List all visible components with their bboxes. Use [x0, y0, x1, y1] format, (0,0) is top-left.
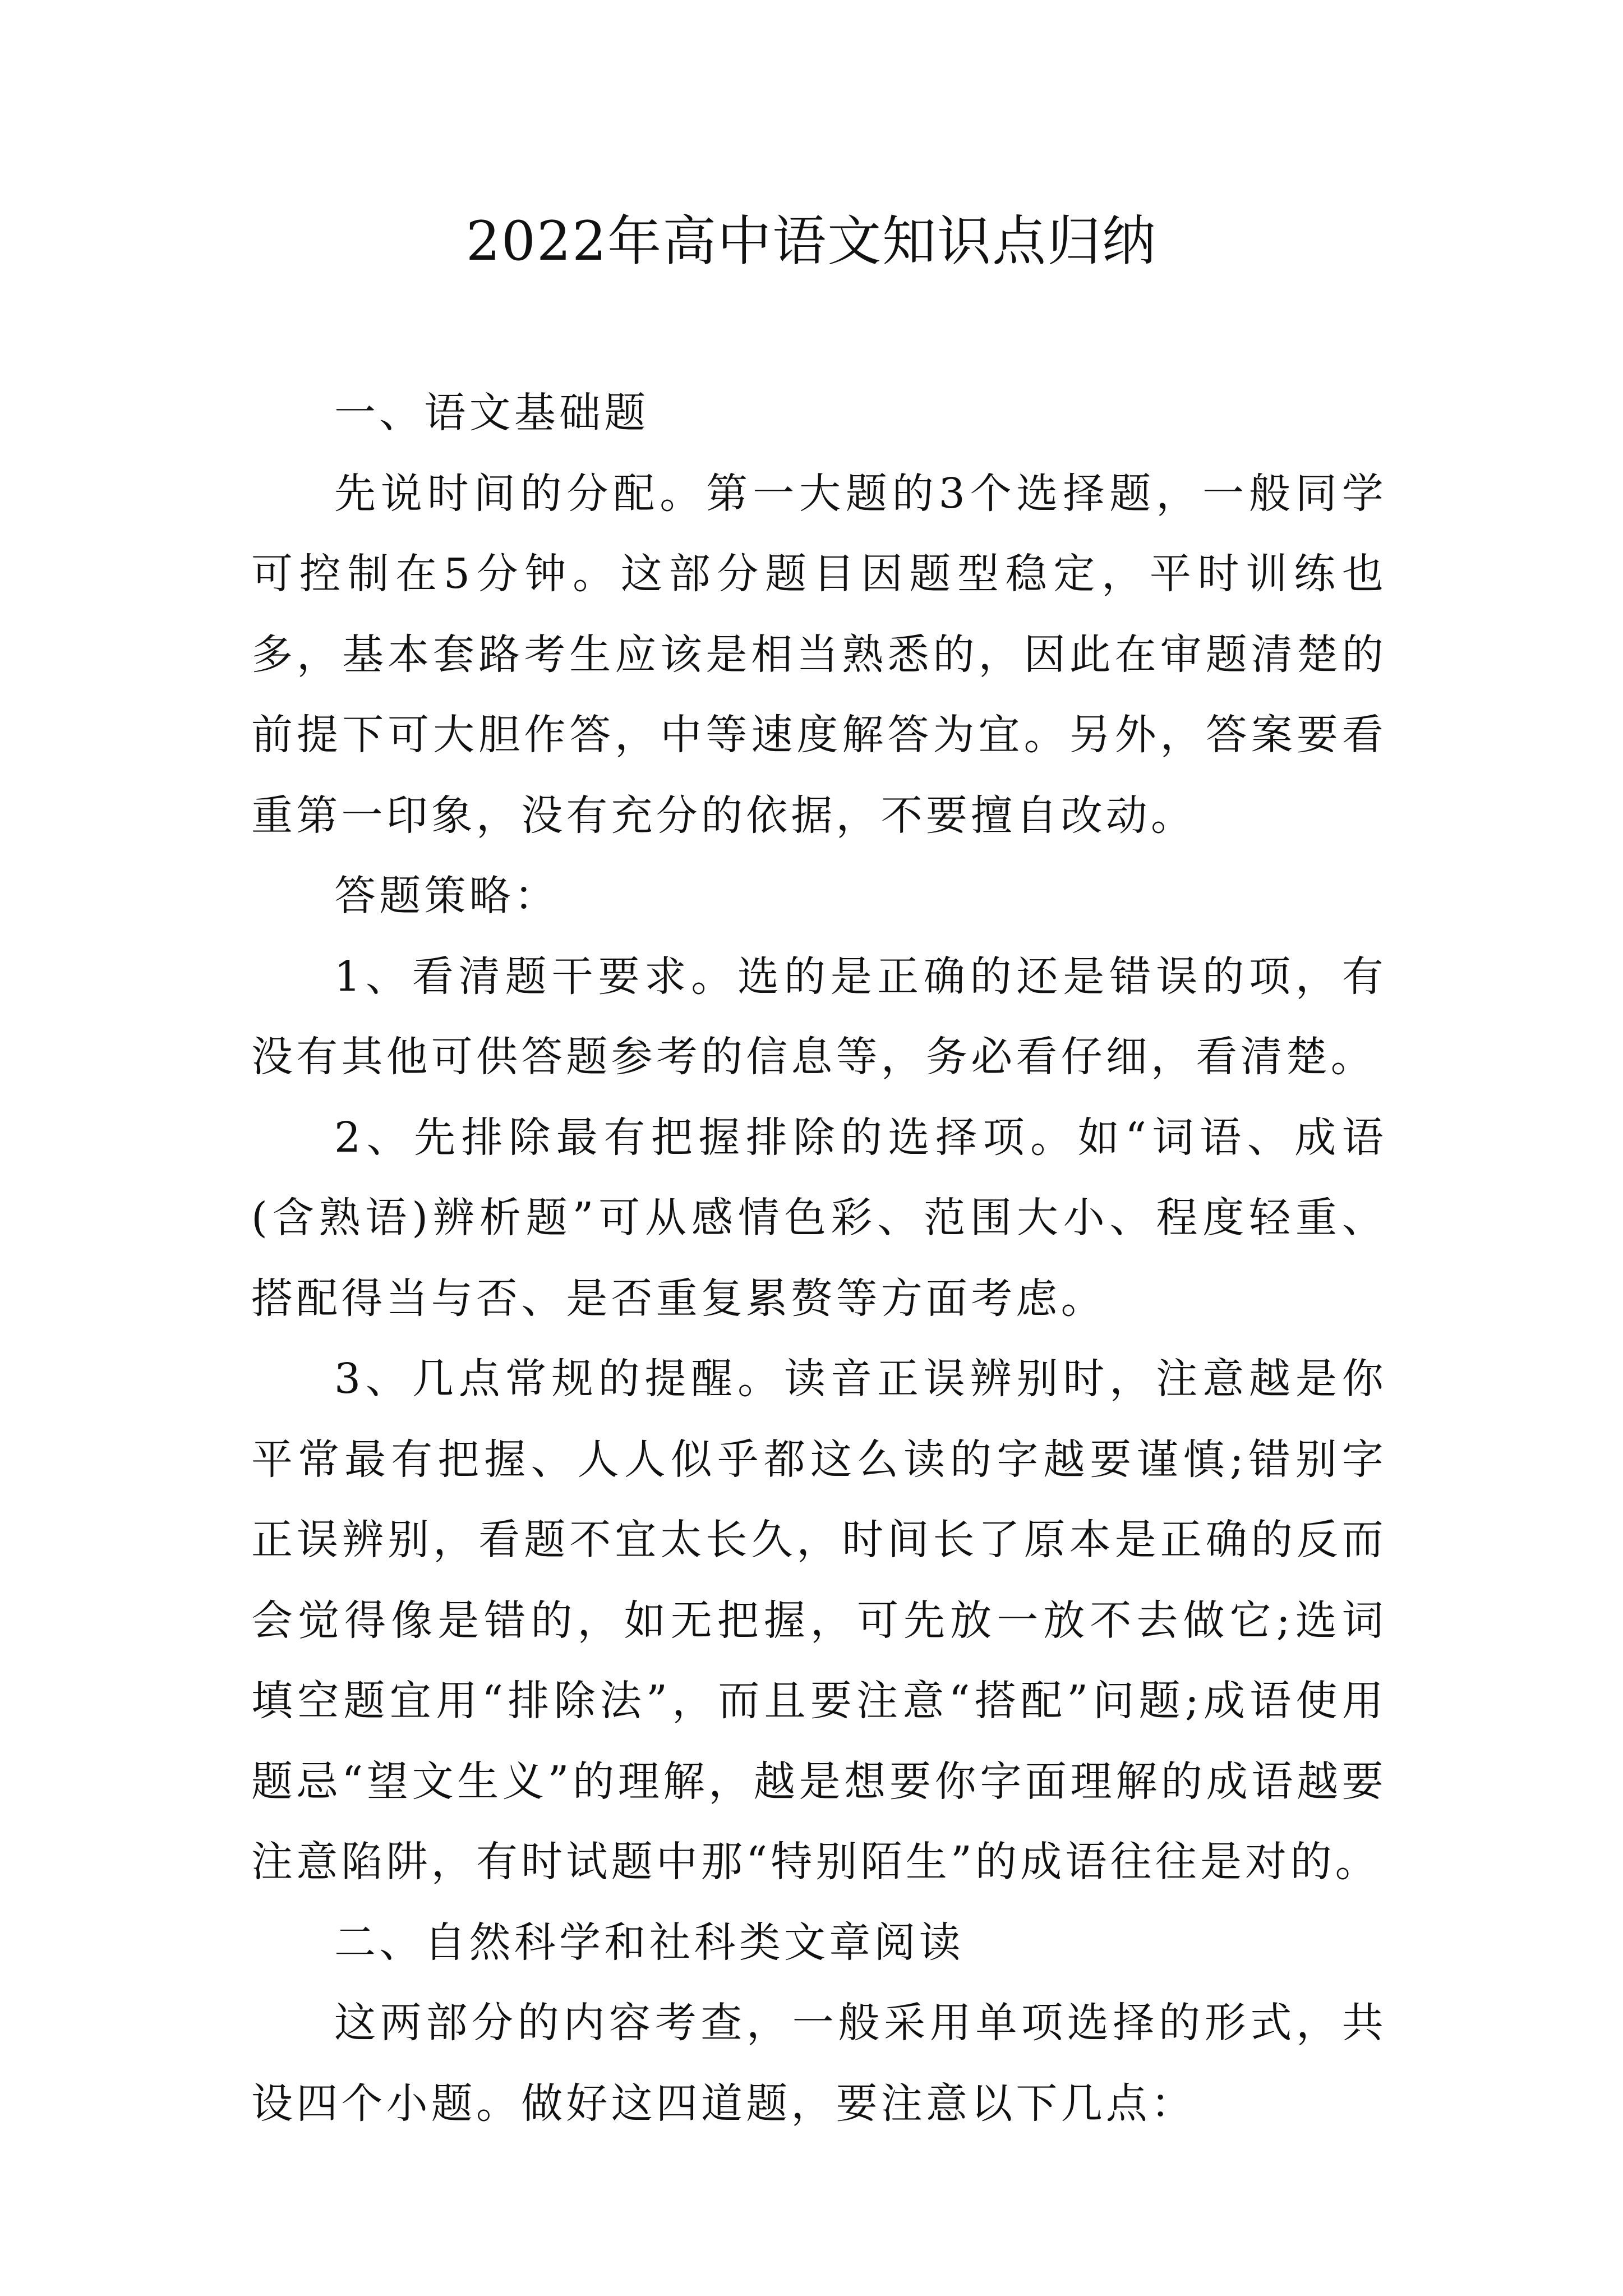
paragraph-strategy-3: 3、几点常规的提醒。读音正误辨别时，注意越是你平常最有把握、人人似乎都这么读的字越要谨慎;错别字正误辨别，看题不宜太长久，时间长了原本是正确的反而会觉得像是错的，如无把握，可先放一放不去做它;选词填空题宜用“排除法”，而且要注意“搭配”问题;成语使用题忌“望文生义”的理解，越是想要你字面理解的成语越要注意陷阱，有时试题中那“特别陌生”的成语往往是对的。: [251, 1355, 1387, 1886]
document-body: [251, 373, 1387, 2144]
subheading-strategy: 答题策略：: [334, 872, 559, 920]
section-heading-basics: 一、语文基础题: [334, 389, 649, 437]
paragraph-reading-intro: 这两部分的内容考查，一般采用单项选择的形式，共设四个小题。做好这四道题，要注意以下几点：: [251, 1999, 1387, 2128]
section-heading-reading: 二、自然科学和社科类文章阅读: [334, 1918, 964, 1967]
paragraph-strategy-1: 1、看清题干要求。选的是正确的还是错误的项，有没有其他可供答题参考的信息等，务必看仔细，看清楚。: [251, 952, 1387, 1081]
paragraph-time-allocation: 先说时间的分配。第一大题的3个选择题，一般同学可控制在5分钟。这部分题目因题型稳定，平时训练也多，基本套路考生应该是相当熟悉的，因此在审题清楚的前提下可大胆作答，中等速度解答为宜。另外，答案要看重第一印象，没有充分的依据，不要擅自改动。: [251, 469, 1387, 840]
paragraph-strategy-2: 2、先排除最有把握排除的选择项。如“词语、成语(含熟语)辨析题”可从感情色彩、范围大小、程度轻重、搭配得当与否、是否重复累赘等方面考虑。: [251, 1113, 1387, 1323]
document-title: 2022年高中语文知识点归纳: [465, 210, 1158, 273]
